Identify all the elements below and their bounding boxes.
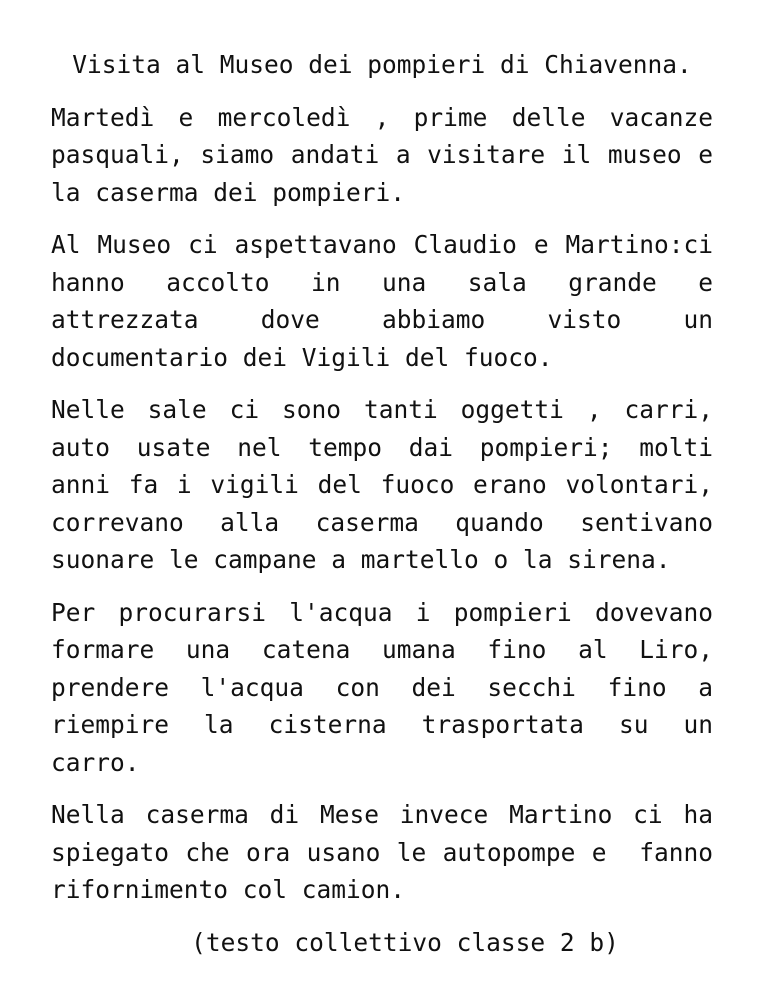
paragraph-4: Per procurarsi l'acqua i pompieri dovevano formare una catena umana fino al Liro, prendere l'acqua con dei secchi fino a riempire la cisterna trasportata su un carro. — [51, 597, 728, 777]
document-title: Visita al Museo dei pompieri di Chiavenna. — [72, 50, 692, 79]
paragraph-2: Al Museo ci aspettavano Claudio e Martino:ci hanno accolto in una sala grande e attrezzata dove abbiamo visto un documentario dei Vigili del fuoco. — [51, 230, 728, 372]
paragraph-3: Nelle sale ci sono tanti oggetti , carri, auto usate nel tempo dai pompieri; molti anni fa i vigili del fuoco erano volontari, correvano alla caserma quando sentivano suonare le campane a martello o la sirena. — [51, 395, 728, 574]
paragraph-5: Nella caserma di Mese invece Martino ci ha spiegato che ora usano le autopompe e fanno rifornimento col camion. — [51, 800, 728, 904]
paragraph-1: Martedì e mercoledì , prime delle vacanze pasquali, siamo andati a visitare il museo e la caserma dei pompieri. — [51, 102, 728, 207]
document-page — [51, 46, 728, 961]
signature: (testo collettivo classe 2 b) — [191, 927, 619, 957]
